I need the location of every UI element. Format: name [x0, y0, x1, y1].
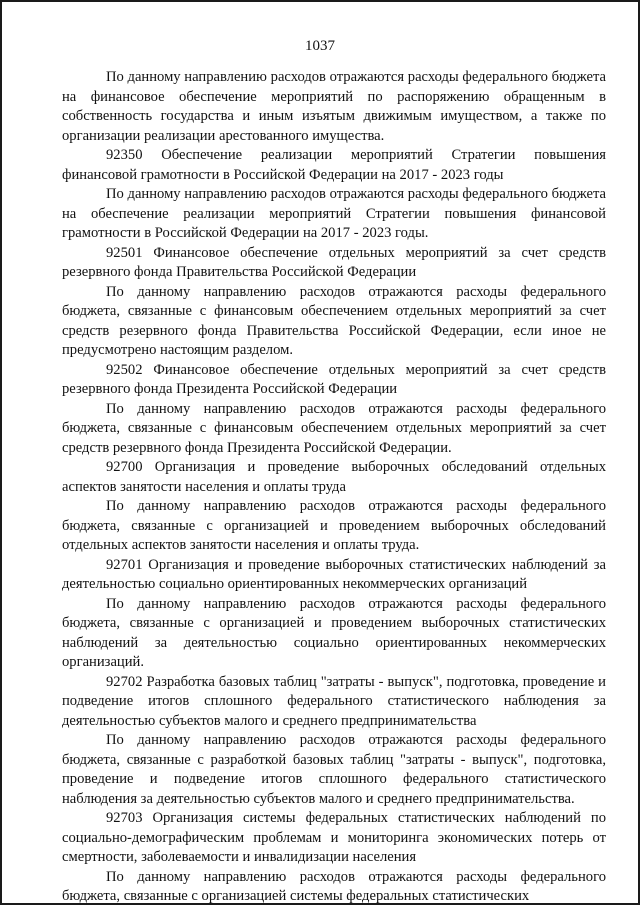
document-body: [62, 68, 606, 907]
section-heading-92350: 92350 Обеспечение реализации мероприятий Стратегии повышения финансовой грамотности в Российской Федерации на 2017 - 2023 годы: [62, 147, 606, 183]
section-heading-92701: 92701 Организация и проведение выборочных статистических наблюдений за деятельностью социально ориентированных некоммерческих организаций: [62, 556, 606, 592]
section-heading-92501: 92501 Финансовое обеспечение отдельных мероприятий за счет средств резервного фонда Правительства Российской Федерации: [62, 244, 606, 280]
paragraph: По данному направлению расходов отражаются расходы федерального бюджета, связанные с финансовым обеспечением отдельных мероприятий за счет средств резервного фонда Правительства Российской Федерации, если иное не предусмотрено настоящим разделом.: [62, 283, 606, 358]
section-heading-92702: 92702 Разработка базовых таблиц "затраты - выпуск", подготовка, проведение и подведение итогов сплошного федерального статистического наблюдения за деятельностью субъектов малого и среднего предпринимательства: [62, 673, 606, 729]
paragraph: По данному направлению расходов отражаются расходы федерального бюджета, связанные с организацией и проведением выборочных статистических наблюдений за деятельностью социально ориентированных некоммерческих организаций.: [62, 595, 606, 670]
section-heading-92700: 92700 Организация и проведение выборочных обследований отдельных аспектов занятости населения и оплаты труда: [62, 459, 606, 495]
section-heading-92502: 92502 Финансовое обеспечение отдельных мероприятий за счет средств резервного фонда Президента Российской Федерации: [62, 361, 606, 397]
page-number: 1037: [305, 38, 335, 54]
section-heading-92703: 92703 Организация системы федеральных статистических наблюдений по социально-демографическим проблемам и мониторинга экономических потерь от смертности, заболеваемости и инвалидизации населения: [62, 810, 606, 865]
paragraph: По данному направлению расходов отражаются расходы федерального бюджета на финансовое обеспечение мероприятий по распоряжению обращенным в собственность государства и иным изъятым движимым имуществом, а также по организации реализации арестованного имущества.: [62, 69, 606, 144]
paragraph: По данному направлению расходов отражаются расходы федерального бюджета, связанные с финансовым обеспечением отдельных мероприятий за счет средств резервного фонда Президента Российской Федерации.: [62, 400, 606, 456]
paragraph: По данному направлению расходов отражаются расходы федерального бюджета, связанные с организацией и проведением выборочных обследований отдельных аспектов занятости населения и оплаты труда.: [62, 498, 606, 553]
paragraph: По данному направлению расходов отражаются расходы федерального бюджета на обеспечение реализации мероприятий Стратегии повышения финансовой грамотности в Российской Федерации на 2017 - 2023 годы.: [62, 186, 606, 241]
paragraph: По данному направлению расходов отражаются расходы федерального бюджета, связанные с организацией системы федеральных статистических: [62, 868, 606, 904]
paragraph: По данному направлению расходов отражаются расходы федерального бюджета, связанные с разработкой базовых таблиц "затраты - выпуск", подготовка, проведение и подведение итогов сплошного федерального статистического наблюдения за деятельностью субъектов малого и среднего предпринимательства.: [62, 732, 606, 807]
